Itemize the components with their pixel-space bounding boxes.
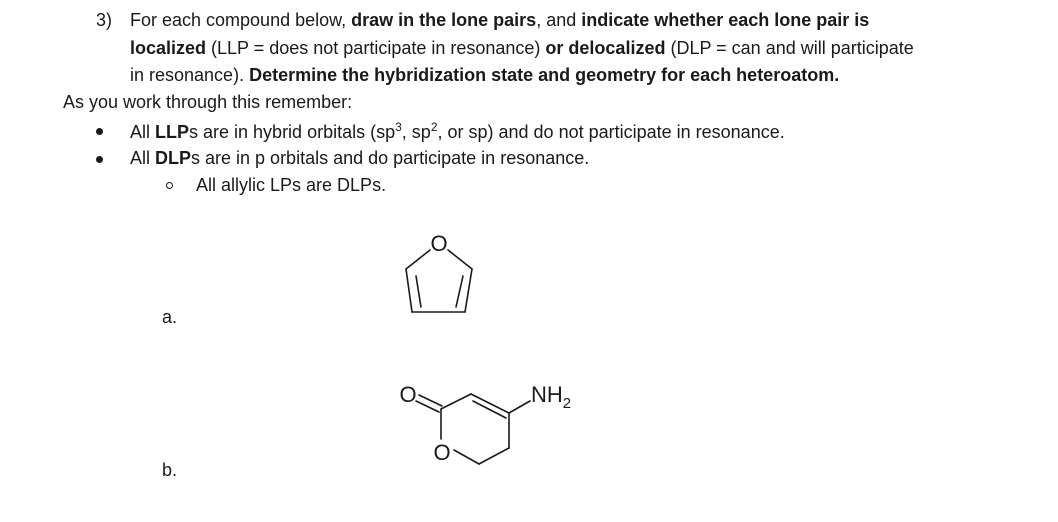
- bullet-llp: All LLPs are in hybrid orbitals ($sp^3$, $sp^2$, or sp) and do not participate in resonance.: [130, 120, 785, 142]
- question-number: 3): [96, 10, 113, 30]
- compound-label-b: b.: [162, 460, 178, 480]
- compound-label-a: a.: [162, 307, 178, 327]
- furan-oxygen-atom: O: [430, 231, 448, 256]
- carbonyl-oxygen-atom: O: [399, 382, 417, 407]
- question-line-3: in resonance). Determine the hybridization state and geometry for each heteroatom.: [130, 65, 840, 85]
- bullet-dlp: All DLPs are in p orbitals and do participate in resonance.: [130, 148, 590, 168]
- remember-heading: As you work through this remember:: [63, 92, 353, 112]
- amine-group: $NH_2$: [531, 382, 572, 412]
- question-line-1: For each compound below, draw in the lone pairs, and indicate whether each lone pair is: [130, 10, 870, 30]
- question-line-2: localized (LLP = does not participate in resonance) or delocalized (DLP = can and will participate: [130, 38, 914, 58]
- sub-bullet-allylic: All allylic LPs are DLPs.: [196, 175, 387, 195]
- ring-oxygen-atom: O: [433, 440, 451, 465]
